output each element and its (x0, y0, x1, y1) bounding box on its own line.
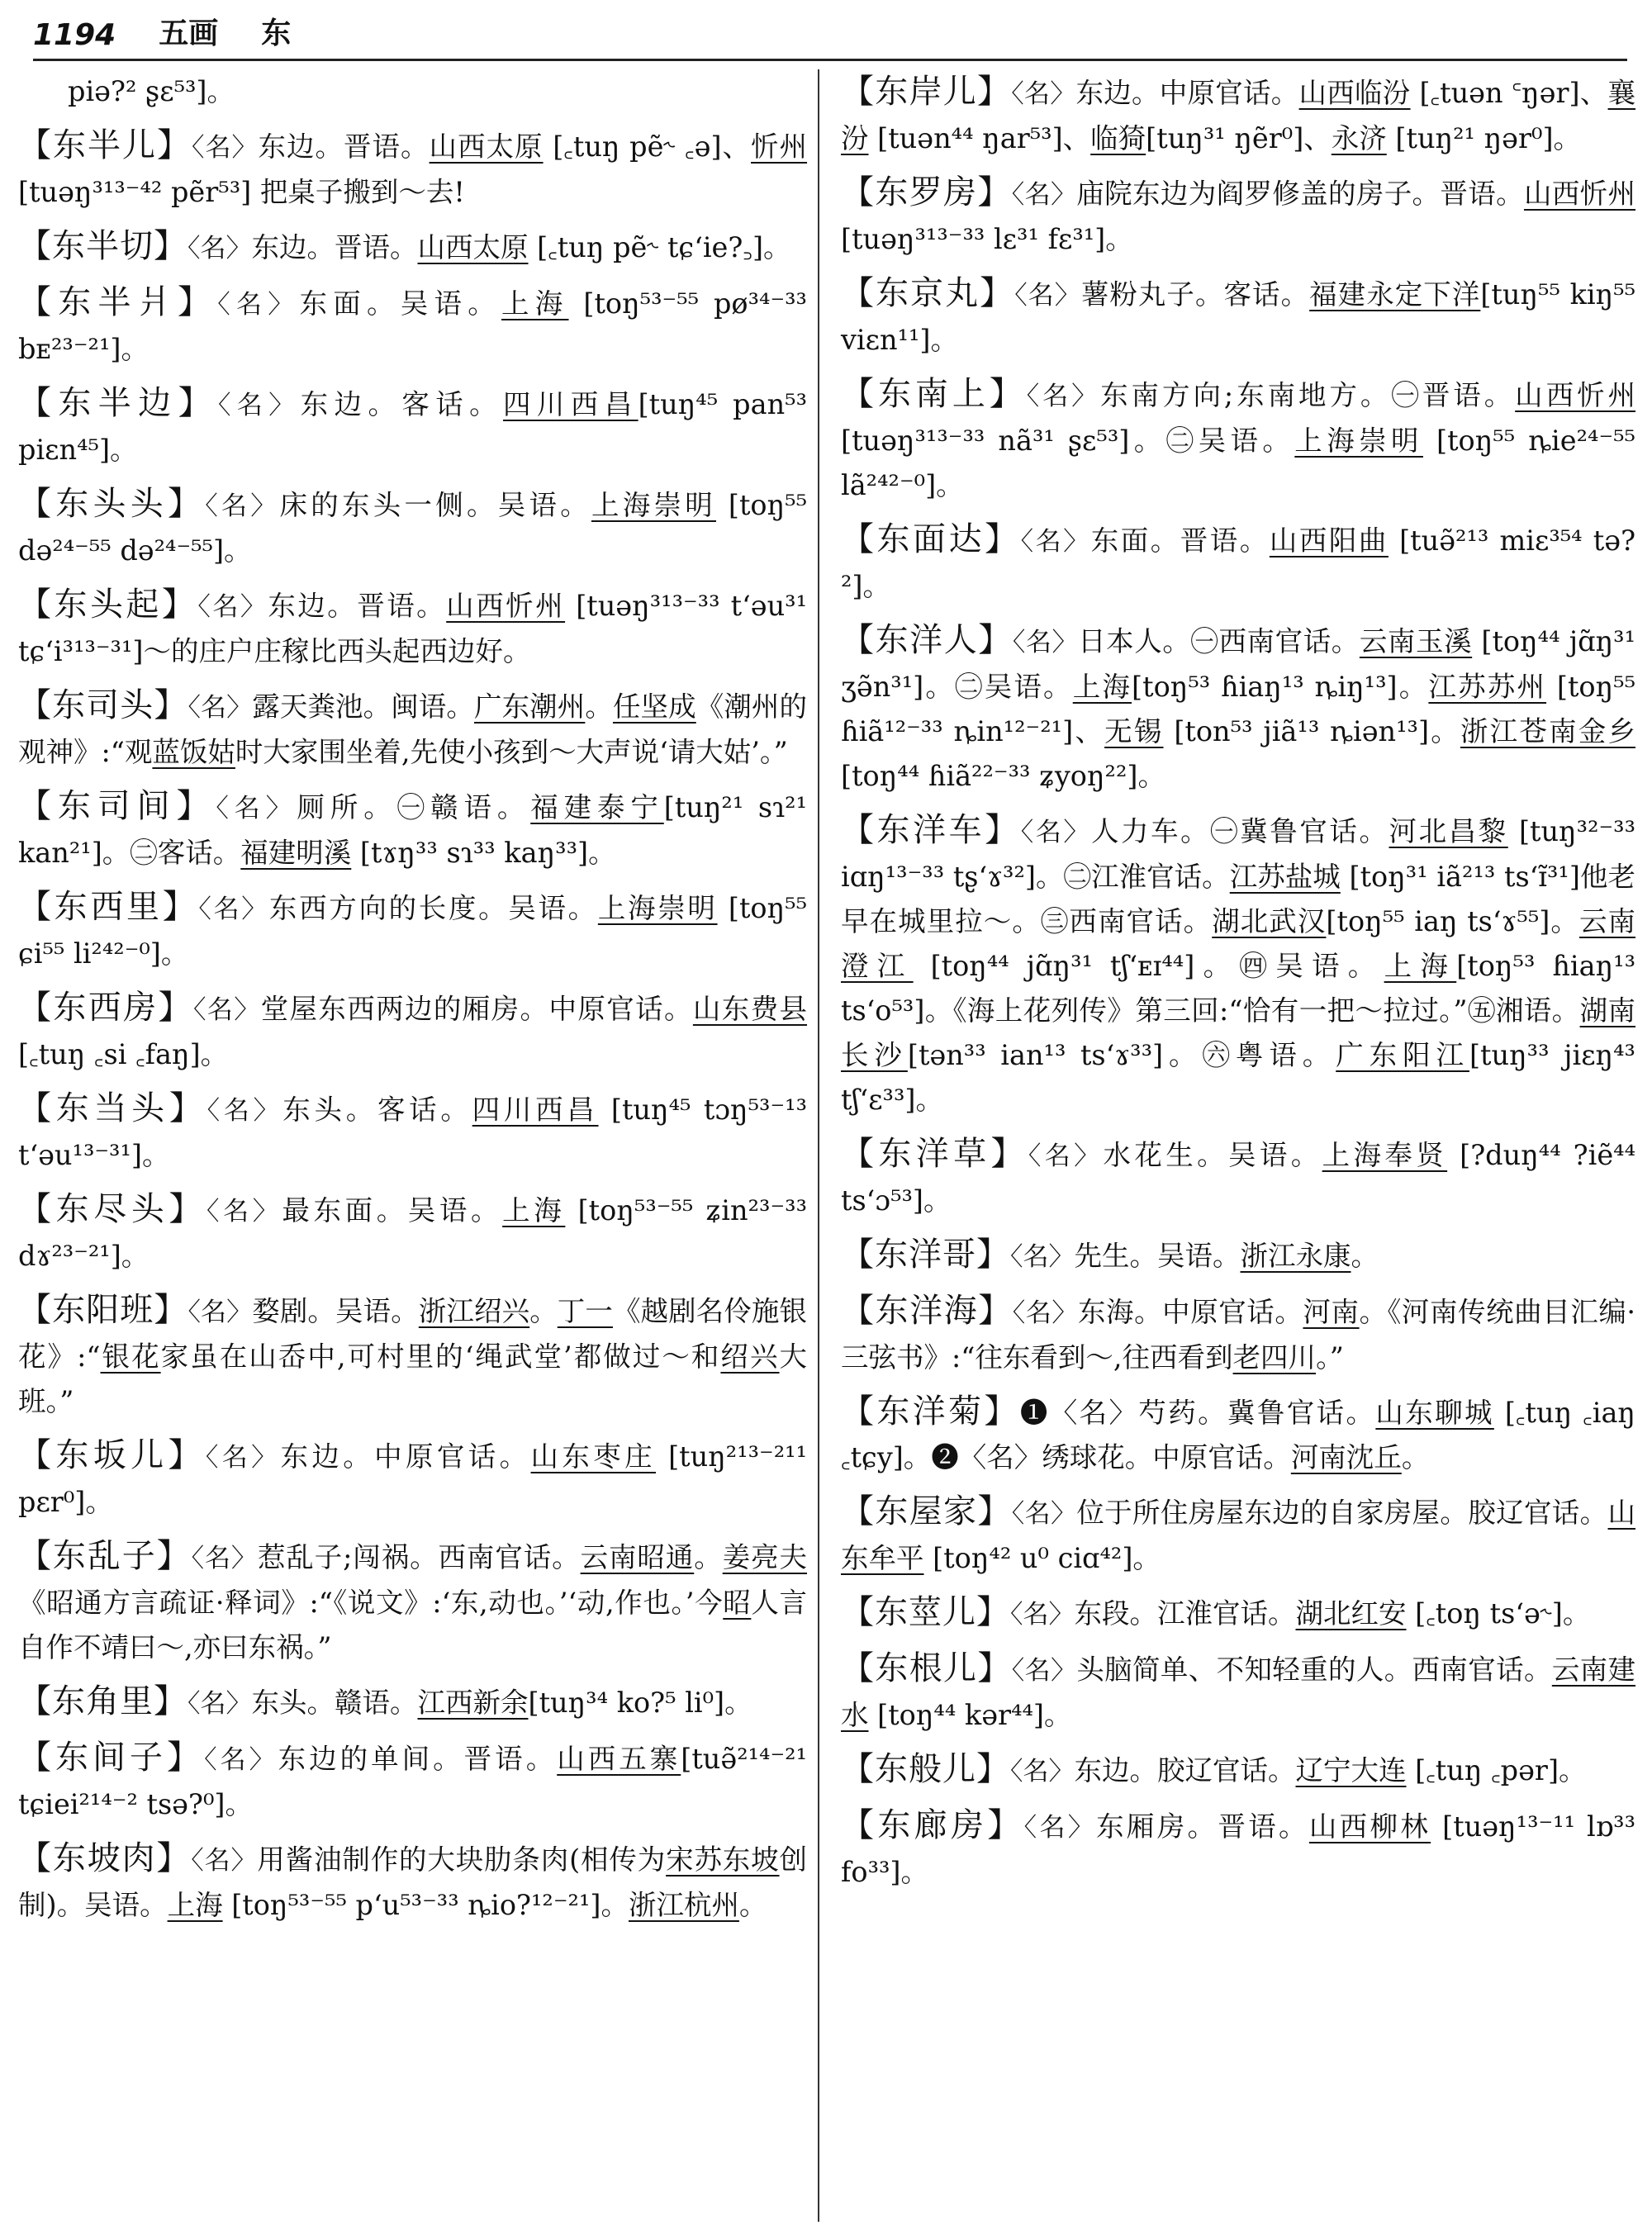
place-name: 上海奉贤 (1322, 1139, 1448, 1171)
section-character: 东 (261, 16, 292, 50)
entry-headword: 【东西里】 (18, 888, 199, 926)
page-number: 1194 (33, 18, 116, 52)
entry-headword: 【东半切】 (18, 227, 188, 265)
part-of-speech: 〈名〉 (198, 894, 269, 924)
entry-text: 。 (1401, 1441, 1430, 1473)
entry-headword: 【东半儿】 (18, 126, 192, 164)
entry-text: 。 (529, 1295, 558, 1327)
dictionary-entry (841, 1389, 1635, 1480)
part-of-speech: 〈名〉 (204, 1745, 278, 1775)
entry-text: 。 (1351, 1240, 1379, 1272)
part-of-speech: 〈名〉 (1011, 1656, 1077, 1686)
place-name: 蓝饭姑 (152, 736, 235, 768)
place-name: 浙江杭州 (628, 1889, 739, 1921)
entry-text: 惹乱子;闯祸。西南官话。 (257, 1541, 581, 1573)
dictionary-entry (841, 517, 1635, 609)
dictionary-entry (18, 1735, 807, 1827)
place-name: 永济 (1331, 122, 1387, 154)
entry-text: [toŋ⁴⁴ kər⁴⁴]。 (868, 1699, 1072, 1731)
dictionary-entry (18, 1187, 807, 1279)
entry-text: 庙院东边为阎罗修盖的房子。晋语。 (1076, 178, 1524, 210)
part-of-speech: 〈名〉 (1010, 1600, 1075, 1630)
entry-text: 用酱油制作的大块肋条肉(相传为 (257, 1843, 667, 1876)
dictionary-entry (841, 372, 1635, 508)
part-of-speech: 〈名〉 (197, 592, 268, 622)
entry-text: 东头。客话。 (282, 1094, 472, 1126)
place-name: 山西临汾 (1298, 77, 1411, 109)
dictionary-entry (841, 1489, 1635, 1581)
entry-text: 大班。” (18, 1340, 808, 1417)
entry-text: 堂屋东西两边的厢房。中原官话。 (260, 993, 693, 1025)
place-name: 老四川 (1232, 1341, 1317, 1374)
dictionary-entry (841, 170, 1635, 262)
entry-text: [tuəŋ³¹³⁻³³ t‘əu³¹ tɕ‘i³¹³⁻³¹]～的庄户庄稼比西头起西边好。 (18, 590, 808, 667)
entry-headword: 【东般儿】 (841, 1750, 1010, 1788)
entry-text: 创制)。吴语。 (18, 1843, 808, 1921)
entry-text: [꜀tuŋ pẽ˞ tɕ‘ie?꜆]。 (528, 231, 791, 263)
place-name: 山西五寨 (557, 1743, 681, 1775)
place-name: 山西忻州 (1523, 178, 1636, 210)
entry-text: [tuəŋ³¹³⁻³³ nã³¹ ʂɛ⁵³]。㊁吴语。 (841, 425, 1295, 457)
place-name: 任坚成 (612, 690, 696, 723)
entry-text: 婺剧。吴语。 (252, 1295, 419, 1327)
dictionary-entry (18, 224, 807, 271)
entry-text: 头脑简单、不知轻重的人。西南官话。 (1076, 1654, 1552, 1686)
place-name: 上海 (501, 287, 569, 320)
entry-text: [tuŋ³²⁻³³ iɑŋ¹³⁻³³ tʂ‘ɤ³²]。㊁江淮官话。 (841, 815, 1636, 893)
entry-headword: 【东阳班】 (18, 1291, 188, 1329)
place-name: 湖北红安 (1295, 1597, 1407, 1630)
section-label: 五画 (159, 16, 219, 50)
entry-headword: 【东洋人】 (841, 621, 1013, 659)
part-of-speech: 〈名〉 (1010, 1757, 1075, 1786)
entry-headword: 【东司间】 (18, 787, 216, 825)
part-of-speech: 〈名〉 (1011, 180, 1077, 210)
dictionary-entry (841, 1803, 1635, 1895)
dictionary-entry (18, 69, 807, 114)
dictionary-entry (841, 1590, 1635, 1637)
dictionary-entry (18, 985, 807, 1077)
part-of-speech: 〈名〉 (1026, 382, 1101, 411)
place-name: 河北昌黎 (1389, 815, 1508, 847)
place-name: 四川西昌 (472, 1094, 599, 1126)
entry-text: [tuə̃²¹⁴⁻²¹ tɕiei²¹⁴⁻² tsə?⁰]。 (18, 1743, 808, 1820)
part-of-speech: 〈名〉 (205, 1443, 281, 1473)
entry-text: [toŋ⁵⁵ ɕi⁵⁵ li²⁴²⁻⁰]。 (18, 892, 808, 970)
entry-headword: 【东西房】 (18, 989, 193, 1027)
part-of-speech: 〈名〉 (206, 1096, 283, 1126)
entry-text: 东段。江淮官话。 (1074, 1597, 1296, 1630)
place-name: 上海崇明 (1294, 425, 1423, 457)
entry-text: [tən³³ ian¹³ ts‘ɤ³³]。㊅粤语。 (907, 1039, 1336, 1071)
entry-headword: 【东头起】 (18, 586, 198, 624)
entry-text: [꜀tuŋ ꜀iaŋ ꜀tɕy]。❷〈名〉绣球花。中原官话。 (841, 1397, 1636, 1473)
entry-text: [tuŋ⁴⁵ tɔŋ⁵³⁻¹³ t‘əu¹³⁻³¹]。 (18, 1094, 808, 1171)
entry-text: [toŋ⁵³⁻⁵⁵ ʑin²³⁻³³ dɤ²³⁻²¹]。 (18, 1194, 808, 1272)
place-name: 湖南长沙 (841, 994, 1635, 1071)
entry-text: [tuəŋ³¹³⁻⁴² pẽr⁵³] 把桌子搬到～去! (18, 176, 465, 208)
entry-headword: 【东间子】 (18, 1739, 205, 1777)
entry-text: 。《河南传统曲目汇编·三弦书》:“往东看到～,往西看到 (841, 1296, 1636, 1374)
place-name: 福建永定下洋 (1309, 278, 1481, 311)
entry-headword: 【东京丸】 (841, 274, 1015, 312)
entry-text: [toŋ⁵⁵ iaŋ ts‘ɤ⁵⁵]。 (1326, 905, 1579, 937)
place-name: 山东费县 (692, 993, 808, 1025)
entry-text: 东南方向;东南地方。㊀晋语。 (1100, 379, 1516, 411)
dictionary-entry (18, 1679, 807, 1726)
place-name: 山西忻州 (446, 590, 566, 622)
place-name: 襄汾 (841, 77, 1636, 154)
place-name: 云南昭通 (580, 1541, 695, 1573)
dictionary-entry (18, 1836, 807, 1928)
entry-text: 。 (585, 690, 613, 723)
column-divider (818, 69, 819, 2222)
place-name: 昭 (723, 1587, 752, 1619)
entry-text: 东边。中原官话。 (1075, 77, 1299, 109)
dictionary-entry (841, 1646, 1635, 1738)
entry-text: 。” (1316, 1341, 1344, 1374)
entry-text: 东厢房。晋语。 (1096, 1810, 1309, 1843)
place-name: 上海崇明 (591, 489, 716, 521)
dictionary-entry (18, 582, 807, 674)
place-name: 广东阳江 (1336, 1039, 1469, 1071)
entry-text: [tuŋ⁵⁵ kiŋ⁵⁵ viɛn¹¹]。 (841, 278, 1636, 356)
place-name: 浙江绍兴 (418, 1295, 530, 1327)
part-of-speech: 〈名〉 (191, 1544, 258, 1573)
part-of-speech: 〈名〉 (217, 391, 301, 420)
place-name: 云南玉溪 (1359, 625, 1473, 657)
part-of-speech: 〈名〉 (1012, 628, 1079, 657)
entry-text: 厕所。㊀赣语。 (297, 791, 531, 823)
entry-text: [tuə̃²¹³ miɛ³⁵⁴ tə?²]。 (841, 524, 1636, 602)
entry-headword: 【东角里】 (18, 1682, 188, 1720)
entry-text: 东海。中原官话。 (1077, 1296, 1303, 1328)
place-name: 广东潮州 (474, 690, 586, 723)
entry-text: 东边。晋语。 (268, 590, 447, 622)
place-name: 上海 (1384, 950, 1457, 982)
part-of-speech: 〈名〉 (1028, 1141, 1104, 1171)
entry-text: [toŋ⁵⁵ də²⁴⁻⁵⁵ də²⁴⁻⁵⁵]。 (18, 489, 808, 567)
dictionary-entry (841, 69, 1635, 161)
entry-text: [toŋ⁵³ ɦiaŋ¹³ ts‘o⁵³]。《海上花列传》第三回:“恰有一把～拉过。”㊄湘语。 (841, 950, 1636, 1027)
entry-headword: 【东半爿】 (18, 283, 218, 321)
dictionary-entry (841, 1747, 1635, 1794)
dictionary-entry (18, 784, 807, 875)
place-name: 河南 (1303, 1296, 1360, 1328)
place-name: 福建明溪 (240, 837, 352, 869)
place-name: 银花 (100, 1340, 161, 1373)
entry-headword: 【东司头】 (18, 686, 188, 724)
entry-text: 薯粉丸子。客话。 (1080, 278, 1310, 311)
entry-headword: 【东罗房】 (841, 173, 1012, 211)
part-of-speech: 〈名〉 (1023, 1813, 1097, 1843)
place-name: 浙江永康 (1240, 1240, 1351, 1272)
entry-text: 最东面。吴语。 (282, 1194, 503, 1226)
part-of-speech: 〈名〉 (1020, 818, 1091, 847)
place-name: 上海 (502, 1194, 566, 1226)
entry-text: 东面。吴语。 (299, 287, 501, 320)
part-of-speech: 〈名〉 (205, 491, 280, 521)
place-name: 浙江苍南金乡 (1460, 715, 1635, 747)
entry-headword: 【东乱子】 (18, 1537, 192, 1575)
entry-headword: 【东面达】 (841, 520, 1021, 558)
part-of-speech: 〈名〉 (188, 234, 252, 263)
part-of-speech: 〈名〉 (1014, 281, 1081, 311)
entry-text: [?duŋ⁴⁴ ?iẽ⁴⁴ ts‘ɔ⁵³]。 (841, 1139, 1636, 1217)
place-name: 江苏苏州 (1428, 671, 1547, 703)
part-of-speech: 〈名〉 (206, 1197, 282, 1226)
entry-text: 。 (738, 1889, 767, 1921)
entry-text: 东西方向的长度。吴语。 (268, 892, 598, 924)
dictionary-entry (18, 123, 807, 215)
entry-text: [toŋ⁵⁵ ɦiã¹²⁻³³ ȵin¹²⁻²¹]、 (841, 671, 1636, 747)
entry-text: 《昭通方言疏证·释词》:“《说文》:‘东,动也。’‘动,作也。’今 (18, 1587, 724, 1619)
entry-text: 东边的单间。晋语。 (278, 1743, 558, 1775)
place-name: 姜亮夫 (722, 1541, 808, 1573)
place-name: 云南澄江 (841, 905, 1636, 982)
dictionary-entry (841, 1132, 1635, 1223)
part-of-speech: 〈名〉 (192, 995, 261, 1025)
entry-text: [tuŋ²¹³⁻²¹¹ pɛr⁰]。 (18, 1440, 808, 1518)
entry-text: [toŋ⁴² u⁰ ciɑ⁴²]。 (923, 1542, 1161, 1574)
place-name: 绍兴 (720, 1340, 780, 1373)
entry-headword: 【东坡肉】 (18, 1839, 192, 1877)
place-name: 山东牟平 (841, 1497, 1636, 1574)
dictionary-entry (841, 618, 1635, 799)
place-name: 临猗 (1090, 122, 1146, 154)
entry-text: [tuŋ³⁴ ko?⁵ li⁰]。 (528, 1687, 752, 1719)
place-name: 丁一 (557, 1295, 613, 1327)
entry-text: 东边。胶辽官话。 (1074, 1754, 1296, 1786)
entry-text: [toŋ⁵³⁻⁵⁵ p‘u⁵³⁻³³ ȵio?¹²⁻²¹]。 (222, 1889, 629, 1921)
entry-text: [toŋ⁵³ ɦiaŋ¹³ ȵiŋ¹³]。 (1132, 671, 1429, 703)
left-column (18, 69, 807, 2222)
entry-text: 人言自作不靖曰～,亦曰东祸。” (18, 1587, 807, 1663)
entry-text: [ton⁵³ jiã¹³ ȵiən¹³]。 (1163, 715, 1460, 747)
place-name: 无锡 (1104, 715, 1164, 747)
dictionary-entry (841, 1288, 1635, 1380)
entry-text: [tuŋ²¹ ŋər⁰]。 (1386, 122, 1582, 154)
place-name: 山西太原 (417, 231, 529, 263)
entry-text: 床的东头一侧。吴语。 (279, 489, 591, 521)
entry-text: [toŋ⁵⁵ ȵie²⁴⁻⁵⁵ lã²⁴²⁻⁰]。 (841, 425, 1635, 501)
part-of-speech: 〈名〉 (188, 1689, 252, 1719)
part-of-speech: 〈名〉 (188, 693, 253, 723)
entry-text: [꜀toŋ ts‘ə˞]。 (1406, 1597, 1591, 1630)
entry-headword: 【东洋海】 (841, 1292, 1013, 1330)
entry-text: 《越剧名伶施银花》:“ (18, 1295, 808, 1373)
entry-text: [toŋ⁵³⁻⁵⁵ pø³⁴⁻³³ bᴇ²³⁻²¹]。 (18, 287, 807, 365)
entry-headword: 【东南上】 (841, 375, 1027, 413)
entry-text: [toŋ⁴⁴ jɑ̃ŋ³¹ ʒə̃n³¹]。㊁吴语。 (841, 625, 1636, 703)
entry-text: [꜀tuŋ pẽ˞ ꜀ə]、 (543, 130, 752, 163)
dictionary-entry (18, 381, 807, 472)
place-name: 山东枣庄 (530, 1440, 657, 1473)
entry-text: 东头。赣语。 (251, 1687, 418, 1719)
place-name: 四川西昌 (503, 388, 638, 420)
dictionary-entry (18, 482, 807, 573)
place-name: 上海 (1072, 671, 1132, 703)
entry-text: [tuəŋ³¹³⁻³³ lɛ³¹ fɛ³¹]。 (841, 223, 1133, 255)
place-name: 山西太原 (429, 130, 544, 163)
dictionary-entry (841, 1232, 1635, 1279)
place-name: 湖北武汉 (1212, 905, 1327, 937)
part-of-speech: 〈名〉 (192, 133, 259, 163)
part-of-speech: 〈名〉 (216, 794, 297, 823)
entry-text: 人力车。㊀冀鲁官话。 (1090, 815, 1389, 847)
entry-text: 时大家围坐着,先使小孩到～大声说‘请大姑’。” (235, 736, 788, 768)
entry-text: [tuŋ³¹ ŋẽr⁰]、 (1146, 122, 1332, 154)
dictionary-entry (18, 1288, 807, 1424)
entry-text: 东边。晋语。 (258, 130, 430, 163)
right-column (841, 69, 1635, 2222)
entry-headword: 【东岸儿】 (841, 73, 1012, 111)
entry-text: 东边。中原官话。 (280, 1440, 531, 1473)
entry-headword: 【东半边】 (18, 384, 218, 422)
entry-text: [꜀tuən ꜂ŋər]、 (1410, 77, 1608, 109)
entry-text: 露天粪池。闽语。 (252, 690, 474, 723)
entry-headword: 【东廊房】 (841, 1806, 1024, 1844)
entry-headword: 【东洋哥】 (841, 1236, 1010, 1274)
entry-text: [tuŋ⁴⁵ pan⁵³ piɛn⁴⁵]。 (18, 388, 808, 466)
entry-text: 先生。吴语。 (1074, 1240, 1241, 1272)
entry-headword: 【东莖儿】 (841, 1593, 1010, 1631)
dictionary-entry (18, 683, 807, 775)
dictionary-entry (18, 1086, 807, 1178)
part-of-speech: 〈名〉 (1020, 527, 1091, 557)
part-of-speech: 〈名〉 (191, 1846, 258, 1876)
entry-text: 水花生。吴语。 (1103, 1139, 1322, 1171)
entry-text: piə?² ʂɛ⁵³]。 (68, 75, 235, 107)
place-name: 宋苏东坡 (666, 1843, 780, 1876)
place-name: 福建泰宁 (530, 791, 664, 823)
part-of-speech: 〈名〉 (1012, 1298, 1078, 1328)
dictionary-entry (841, 271, 1635, 363)
entry-text: [tuən⁴⁴ ŋar⁵³]、 (868, 122, 1091, 154)
place-name: 上海崇明 (597, 892, 718, 924)
entry-text: 东面。晋语。 (1090, 524, 1270, 557)
entry-text: 东边。晋语。 (251, 231, 418, 263)
entry-text: 东边。客话。 (300, 388, 504, 420)
part-of-speech: 〈名〉 (1011, 1499, 1077, 1529)
part-of-speech: 〈名〉 (1011, 79, 1076, 109)
place-name: 忻州 (751, 130, 808, 163)
dictionary-entry (18, 1433, 807, 1525)
entry-headword: 【东坂儿】 (18, 1436, 206, 1474)
entry-text: ❶〈名〉芍药。冀鲁官话。 (1019, 1397, 1376, 1429)
entry-headword: 【东根儿】 (841, 1649, 1012, 1687)
place-name: 江西新余 (417, 1687, 529, 1719)
entry-headword: 【东屋家】 (841, 1492, 1012, 1530)
entry-headword: 【东洋草】 (841, 1135, 1028, 1173)
entry-text: 日本人。㊀西南官话。 (1078, 625, 1360, 657)
entry-headword: 【东洋车】 (841, 811, 1021, 849)
entry-text: [tuŋ²¹ sɿ²¹ kan²¹]。㊁客话。 (18, 791, 808, 869)
place-name: 山西忻州 (1515, 379, 1636, 411)
entry-headword: 【东头头】 (18, 485, 206, 523)
entry-text: [tuŋ³³ jiɛŋ⁴³ tʃ‘ɛ³³]。 (841, 1039, 1635, 1116)
entry-text: 家虽在山岙中,可村里的‘绳武堂’都做过～和 (160, 1340, 721, 1373)
dictionary-entry (841, 808, 1635, 1122)
place-name: 江苏盐城 (1229, 861, 1341, 893)
part-of-speech: 〈名〉 (1010, 1242, 1075, 1272)
entry-text: 位于所住房屋东边的自家房屋。胶辽官话。 (1076, 1497, 1608, 1529)
entry-text: [tɤŋ³³ sɿ³³ kaŋ³³]。 (351, 837, 616, 869)
entry-text: 《潮州的观神》:“观 (18, 690, 808, 768)
entry-headword: 【东洋菊】 (841, 1393, 1020, 1431)
place-name: 山东聊城 (1375, 1397, 1494, 1429)
dictionary-entry (18, 1534, 807, 1670)
page-header (33, 15, 1627, 61)
place-name: 上海 (167, 1889, 223, 1921)
place-name: 河南沈丘 (1290, 1441, 1402, 1473)
entry-text: [toŋ³¹ iã²¹³ ts‘ɪ̃³¹]他老早在城里拉～。㊂西南官话。 (841, 861, 1635, 937)
entry-text: [toŋ⁴⁴ ɦiã²²⁻³³ ʑyoŋ²²]。 (841, 760, 1165, 792)
entry-text: [꜀tuŋ ꜀pər]。 (1406, 1754, 1587, 1786)
entry-text: [꜀tuŋ ꜀si ꜀faŋ]。 (18, 1038, 229, 1070)
entry-text: [toŋ⁴⁴ jɑ̃ŋ³¹ tʃ‘ᴇɪ⁴⁴]。㊃吴语。 (913, 950, 1384, 982)
place-name: 山西阳曲 (1269, 524, 1389, 557)
part-of-speech: 〈名〉 (188, 1298, 253, 1327)
entry-headword: 【东尽头】 (18, 1190, 207, 1228)
entry-text: [tuəŋ¹³⁻¹¹ lɒ³³ fo³³]。 (841, 1810, 1636, 1888)
place-name: 山西柳林 (1308, 1810, 1431, 1843)
entry-headword: 【东当头】 (18, 1089, 207, 1127)
dictionary-entry (18, 885, 807, 976)
dictionary-entry (18, 280, 807, 372)
place-name: 辽宁大连 (1295, 1754, 1407, 1786)
entry-text: 。 (694, 1541, 723, 1573)
place-name: 云南建水 (841, 1654, 1636, 1731)
part-of-speech: 〈名〉 (217, 290, 300, 320)
